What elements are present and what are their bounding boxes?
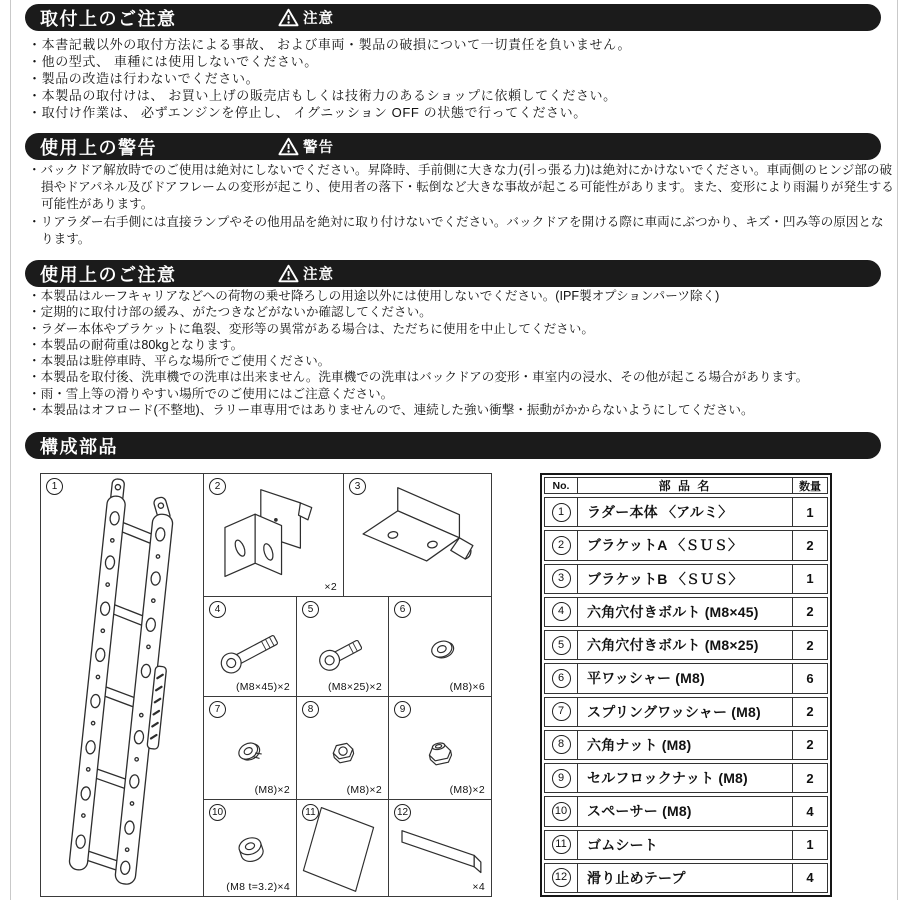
mounting-cautions-list bbox=[28, 36, 894, 121]
part-qty-label: (M8)×6 bbox=[449, 681, 485, 693]
part-number-badge: 7 bbox=[209, 701, 226, 718]
part-qty: 1 bbox=[792, 565, 827, 593]
notice-item: ・ リアラダー右手側には直接ランプやその他用品を絶対に取り付けないでください。バックドアを開ける際に車両にぶつかり、キズ・凹み等の原因となります。 bbox=[28, 214, 894, 248]
section-title: 使用上の警告 bbox=[40, 137, 157, 158]
part-number-badge: 1 bbox=[46, 478, 63, 495]
diagram-cell-bracket-b bbox=[343, 473, 492, 597]
part-qty-label: (M8×45)×2 bbox=[235, 681, 290, 693]
badge-label: 注意 bbox=[303, 267, 334, 283]
bracket-a-drawing bbox=[208, 482, 340, 586]
notice-item: ・ 雨・雪上等の滑りやすい場所でのご使用にはご注意ください。 bbox=[28, 386, 894, 402]
col-header-name: 部 品 名 bbox=[658, 479, 712, 493]
part-name: スプリングワッシャー (M8) bbox=[587, 703, 761, 720]
part-qty: 4 bbox=[792, 864, 827, 892]
part-number-badge: 8 bbox=[302, 701, 319, 718]
part-name: スペーサー (M8) bbox=[587, 803, 692, 820]
part-name: 六角ナット (M8) bbox=[587, 736, 692, 753]
page-edge-line bbox=[897, 0, 898, 900]
part-name: ブラケットA 〈ＳＵＳ〉 bbox=[587, 537, 743, 554]
self-lock-nut-drawing bbox=[395, 713, 485, 791]
notice-item: ・ 製品の改造は行わないでください。 bbox=[28, 70, 894, 87]
page-edge-line bbox=[10, 0, 11, 900]
part-number-badge: 11 bbox=[302, 804, 319, 821]
part-name: 六角穴付きボルト (M8×45) bbox=[587, 603, 759, 620]
part-qty-label: (M8)×2 bbox=[254, 784, 290, 796]
section-header-mounting-cautions bbox=[25, 4, 881, 31]
parts-diagram-grid bbox=[40, 473, 492, 897]
warning-triangle-icon bbox=[278, 8, 299, 27]
part-number-badge: 9 bbox=[394, 701, 411, 718]
badge-label: 警告 bbox=[303, 140, 334, 156]
bolt-m8x25-drawing bbox=[298, 613, 388, 687]
hex-nut-drawing bbox=[298, 713, 388, 791]
spacer-drawing bbox=[205, 814, 295, 882]
notice-item: ・ 定期的に取付け部の緩み、がたつきなどがないか確認してください。 bbox=[28, 304, 894, 320]
table-row bbox=[544, 796, 828, 826]
caution-badge bbox=[278, 260, 334, 287]
section-title: 使用上のご注意 bbox=[40, 264, 177, 285]
notice-item: ・ バックドア解放時でのご使用は絶対にしないでください。昇降時、手前側に大きな力(引っ張る力)は絶対にかけないでください。車両側のヒンジ部の破損やドアパネル及びドアフレームの変形が起こり、使用者の落下・転倒など大きな事故が起こる可能性があります。また、変形により雨漏りが発生する可能性があります。 bbox=[28, 162, 894, 214]
part-number-badge: 10 bbox=[552, 802, 571, 821]
section-header-usage-warning bbox=[25, 133, 881, 160]
notice-item: ・ 取付け作業は、 必ずエンジンを停止し、 イグニッション OFF の状態で行ってください。 bbox=[28, 104, 894, 121]
ladder-drawing bbox=[46, 474, 198, 888]
part-name: 平ワッシャー (M8) bbox=[587, 670, 705, 687]
warning-triangle-icon bbox=[278, 264, 299, 283]
diagram-cell-flat-washer bbox=[388, 596, 492, 697]
section-title: 構成部品 bbox=[40, 436, 118, 457]
notice-item: ・ 本書記載以外の取付方法による事故、 および車両・製品の破損について一切責任を負いません。 bbox=[28, 36, 894, 53]
table-row bbox=[544, 530, 828, 560]
table-row bbox=[544, 863, 828, 893]
flat-washer-drawing bbox=[395, 613, 485, 687]
section-header-usage-cautions bbox=[25, 260, 881, 287]
part-qty: 2 bbox=[792, 764, 827, 792]
warning-triangle-icon bbox=[278, 137, 299, 156]
part-number-badge: 1 bbox=[552, 503, 571, 522]
part-number-badge: 9 bbox=[552, 769, 571, 788]
diagram-cell-rubber-sheet bbox=[296, 799, 389, 897]
badge-label: 注意 bbox=[303, 11, 334, 27]
part-number-badge: 3 bbox=[349, 478, 366, 495]
table-row bbox=[544, 697, 828, 727]
part-qty: 1 bbox=[792, 831, 827, 859]
notice-item: ・ 本製品の耐荷重は80kgとなります。 bbox=[28, 337, 894, 353]
part-name: セルフロックナット (M8) bbox=[587, 770, 748, 787]
part-number-badge: 2 bbox=[209, 478, 226, 495]
notice-item: ・ 本製品は駐停車時、平らな場所でご使用ください。 bbox=[28, 353, 894, 369]
diagram-cell-self-lock-nut bbox=[388, 696, 492, 800]
usage-warning-list bbox=[28, 162, 894, 248]
col-header-no: No. bbox=[545, 478, 578, 493]
part-qty-label: (M8×25)×2 bbox=[327, 681, 382, 693]
part-number-badge: 6 bbox=[552, 669, 571, 688]
part-number-badge: 5 bbox=[552, 636, 571, 655]
part-qty-label: (M8)×2 bbox=[449, 784, 485, 796]
spring-washer-drawing bbox=[205, 713, 295, 791]
notice-item: ・ 本製品を取付後、洗車機での洗車は出来ません。洗車機での洗車はバックドアの変形・車室内の浸水、その他が起こる場合があります。 bbox=[28, 369, 894, 385]
part-number-badge: 8 bbox=[552, 735, 571, 754]
part-name: ブラケットB 〈ＳＵＳ〉 bbox=[587, 570, 743, 587]
part-number-badge: 3 bbox=[552, 569, 571, 588]
part-qty: 1 bbox=[792, 498, 827, 526]
table-row bbox=[544, 830, 828, 860]
part-qty: 2 bbox=[792, 631, 827, 659]
part-name: ラダー本体 〈アルミ〉 bbox=[587, 504, 733, 521]
col-header-qty: 数量 bbox=[792, 478, 827, 493]
part-number-badge: 4 bbox=[552, 602, 571, 621]
notice-item: ・ 本製品はルーフキャリアなどへの荷物の乗せ降ろしの用途以外には使用しないでください。(IPF製オプションパーツ除く) bbox=[28, 288, 894, 304]
part-number-badge: 5 bbox=[302, 601, 319, 618]
part-name: 六角穴付きボルト (M8×25) bbox=[587, 637, 759, 654]
part-number-badge: 10 bbox=[209, 804, 226, 821]
table-row bbox=[544, 597, 828, 627]
part-number-badge: 2 bbox=[552, 536, 571, 555]
notice-item: ・ 本製品はオフロード(不整地)、ラリー車専用ではありませんので、連続した強い衝撃・振動がかからないようにしてください。 bbox=[28, 402, 894, 418]
table-row bbox=[544, 763, 828, 793]
diagram-cell-bolt-m8x45 bbox=[203, 596, 297, 697]
table-row bbox=[544, 663, 828, 693]
table-row bbox=[544, 564, 828, 594]
section-title: 取付上のご注意 bbox=[40, 8, 177, 29]
part-qty-label: ×4 bbox=[472, 881, 485, 893]
parts-table-header bbox=[544, 477, 828, 494]
parts-table bbox=[540, 473, 832, 897]
diagram-cell-bracket-a bbox=[203, 473, 344, 597]
part-qty: 2 bbox=[792, 731, 827, 759]
part-qty: 4 bbox=[792, 797, 827, 825]
diagram-cell-anti-slip-tape bbox=[388, 799, 492, 897]
diagram-cell-ladder bbox=[40, 473, 204, 897]
part-number-badge: 4 bbox=[209, 601, 226, 618]
part-qty-label: (M8)×2 bbox=[346, 784, 382, 796]
section-header-components bbox=[25, 432, 881, 459]
bolt-m8x45-drawing bbox=[205, 613, 295, 687]
diagram-cell-spacer bbox=[203, 799, 297, 897]
part-qty: 2 bbox=[792, 598, 827, 626]
part-number-badge: 7 bbox=[552, 702, 571, 721]
diagram-cell-spring-washer bbox=[203, 696, 297, 800]
table-row bbox=[544, 497, 828, 527]
part-qty: 2 bbox=[792, 531, 827, 559]
part-number-badge: 12 bbox=[394, 804, 411, 821]
part-name: 滑り止めテープ bbox=[587, 869, 686, 886]
notice-item: ・ ラダー本体やブラケットに亀裂、変形等の異常がある場合は、ただちに使用を中止してください。 bbox=[28, 321, 894, 337]
notice-item: ・ 本製品の取付けは、 お買い上げの販売店もしくは技術力のあるショップに依頼してください。 bbox=[28, 87, 894, 104]
part-name: ゴムシート bbox=[587, 836, 658, 853]
part-number-badge: 12 bbox=[552, 868, 571, 887]
usage-cautions-list bbox=[28, 288, 894, 418]
part-qty: 2 bbox=[792, 698, 827, 726]
part-number-badge: 11 bbox=[552, 835, 571, 854]
bracket-b-drawing bbox=[347, 480, 488, 586]
part-qty-label: (M8 t=3.2)×4 bbox=[226, 881, 290, 893]
part-qty-label: ×2 bbox=[324, 581, 337, 593]
caution-badge bbox=[278, 4, 334, 31]
diagram-cell-hex-nut bbox=[296, 696, 389, 800]
part-qty: 6 bbox=[792, 664, 827, 692]
part-number-badge: 6 bbox=[394, 601, 411, 618]
warning-badge bbox=[278, 133, 334, 160]
notice-item: ・ 他の型式、 車種には使用しないでください。 bbox=[28, 53, 894, 70]
diagram-cell-bolt-m8x25 bbox=[296, 596, 389, 697]
table-row bbox=[544, 630, 828, 660]
table-row bbox=[544, 730, 828, 760]
